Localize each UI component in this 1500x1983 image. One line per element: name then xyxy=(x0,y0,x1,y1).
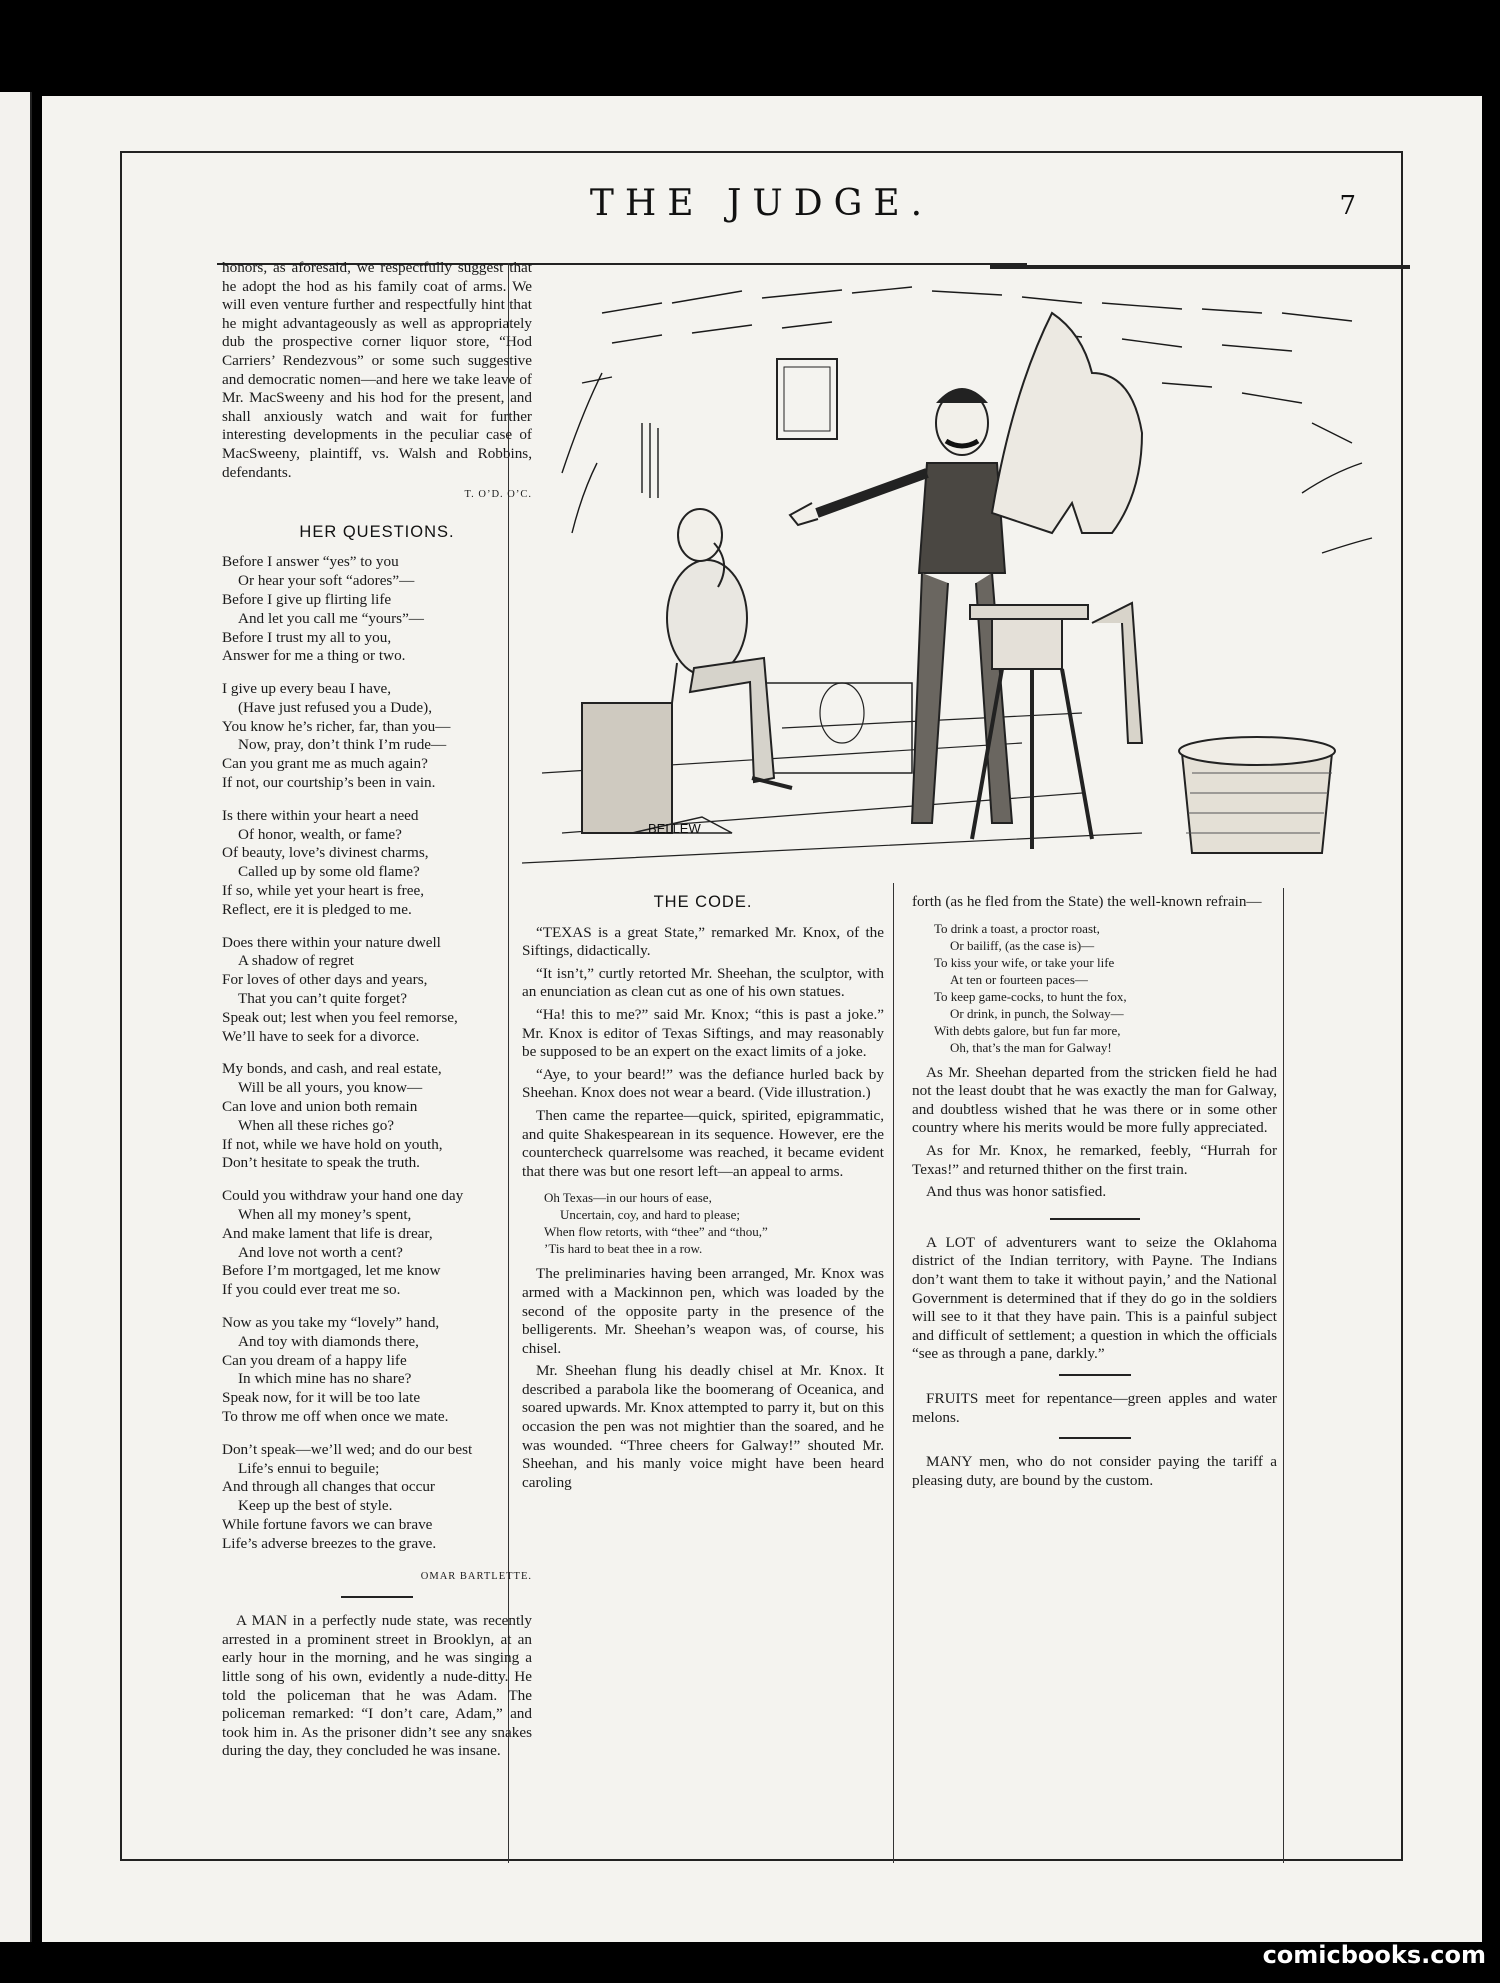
verse-line: And through all changes that occur xyxy=(222,1478,435,1496)
fruits-paragraph: FRUITS meet for repentance—green apples and water melons. xyxy=(912,1389,1277,1426)
verse-line: (Have just refused you a Dude), xyxy=(238,698,432,716)
paragraph: Mr. Sheehan flung his deadly chisel at Mr. Knox. It described a parabola like the boomerang of Oceanica, and soared upwards. Mr. Knox attempted to parry it, but on this occasion the pen was not mightier than the soared, and he was wounded. “Three cheers for Galway!” shouted Mr. Sheehan, and his manly voice might have been heard caroling xyxy=(522,1362,884,1491)
verse-line: Can you dream of a happy life xyxy=(222,1351,407,1369)
verse-line: Before I give up flirting life xyxy=(222,590,392,608)
verse-line: Before I’m mortgaged, let me know xyxy=(222,1262,441,1280)
illustration-top-rule xyxy=(990,265,1410,269)
magazine-page xyxy=(42,96,1482,1942)
intro-paragraph: honors, as aforesaid, we respectfully suggest that he adopt the hod as his family coat of arms. We will even venture further and respectfully hint that he might advantageously as well as appropriately dub the prospective corner liquor store, “Hod Carriers’ Rendezvous” or some such suggestive and democratic nomen—and here we take leave of Mr. MacSweeny and his hod for the present, and shall anxiously watch and wait for further interesting developments in the peculiar case of MacSweeny, plaintiff, vs. Walsh and Robbins, defendants. xyxy=(222,259,532,481)
verse-line: Is there within your heart a need xyxy=(222,806,419,824)
verse-line: Before I trust my all to you, xyxy=(222,628,392,646)
verse-line: ’Tis hard to beat thee in a row. xyxy=(544,1241,703,1257)
wall-frame-picture xyxy=(777,359,837,439)
verse-line: Now as you take my “lovely” hand, xyxy=(222,1314,440,1331)
page-frame xyxy=(120,151,1403,1861)
artist-signature-text: BELLEW xyxy=(648,821,701,836)
verse-line: In which mine has no share? xyxy=(238,1370,412,1388)
article-lead: forth (as he fled from the State) the well-known refrain— xyxy=(912,893,1262,910)
poem-title: HER QUESTIONS. xyxy=(299,522,455,541)
poem-stanza xyxy=(222,680,532,793)
verse-line: If not, our courtship’s been in vain. xyxy=(222,774,436,792)
verse-line: Now, pray, don’t think I’m rude— xyxy=(238,736,447,754)
verse-line: My bonds, and cash, and real estate, xyxy=(222,1060,442,1078)
seated-man-figure xyxy=(582,509,792,833)
column-divider xyxy=(1283,888,1284,1863)
verse-line: Of honor, wealth, or fame? xyxy=(238,825,402,843)
poem-stanza xyxy=(222,934,532,1047)
page-number: 7 xyxy=(1339,191,1356,221)
many-paragraph: MANY men, who do not consider paying the tariff a pleasing duty, are bound by the custom. xyxy=(912,1453,1277,1489)
verse-line: Keep up the best of style. xyxy=(238,1497,393,1515)
lot-paragraph: A LOT of adventurers want to seize the Oklahoma district of the Indian territory, with Payne. The Indians don’t want them to take it without payin,’ and the National Government is determined that if they do go in the soldiers will see to it that they have pain. This is a painful subject and difficult of settlement; a question in which the officials “see as through a pane, darkly.” xyxy=(912,1233,1277,1363)
article-title: THE CODE. xyxy=(653,893,753,911)
poem-signature: OMAR BARTLETTE. xyxy=(420,1570,532,1582)
verse-line: Of beauty, love’s divinest charms, xyxy=(222,844,429,862)
column-middle xyxy=(522,893,884,1496)
verse-line: If you could ever treat me so. xyxy=(222,1281,401,1299)
verse-line: Called up by some old flame? xyxy=(238,863,420,881)
paragraph: As for Mr. Knox, he remarked, feebly, “Hurrah for Texas!” and returned thither on the first train. xyxy=(912,1141,1277,1178)
cartoon-illustration xyxy=(522,273,1404,871)
verse-line: Or bailiff, (as the case is)— xyxy=(950,937,1095,953)
intro-signature: T. O’D. O’C. xyxy=(464,489,532,501)
verse-line: Could you withdraw your hand one day xyxy=(222,1187,464,1205)
verse-line: Answer for me a thing or two. xyxy=(222,647,406,665)
site-watermark: comicbooks.com xyxy=(1262,1941,1486,1969)
masthead-title: THE JUDGE. xyxy=(589,183,934,224)
article-paragraphs xyxy=(522,924,884,1182)
verse-line: Will be all yours, you know— xyxy=(238,1079,423,1097)
verse-line: Or hear your soft “adores”— xyxy=(238,572,415,590)
verse-line: Oh, that’s the man for Galway! xyxy=(950,1039,1112,1055)
poem-stanza xyxy=(222,1060,532,1173)
verse-line: For loves of other days and years, xyxy=(222,971,428,989)
verse-line: Oh Texas—in our hours of ease, xyxy=(544,1190,712,1206)
verse-line: Life’s adverse breezes to the grave. xyxy=(222,1534,437,1552)
verse-line: Or drink, in punch, the Solway— xyxy=(950,1005,1124,1021)
verse-line: That you can’t quite forget? xyxy=(238,990,407,1008)
poem-stanza xyxy=(222,807,532,920)
article-conclusion xyxy=(912,1064,1277,1202)
verse-line: Don’t speak—we’ll wed; and do our best xyxy=(222,1440,473,1458)
verse-line: Can you grant me as much again? xyxy=(222,755,428,773)
poem-stanza xyxy=(222,1441,532,1554)
verse-line: Uncertain, coy, and hard to please; xyxy=(560,1207,741,1223)
verse-line: Speak now, for it will be too late xyxy=(222,1389,421,1407)
poem-stanza xyxy=(222,553,532,666)
paragraph: Then came the repartee—quick, spirited, epigrammatic, and quite Shakespearean in its sequence. However, ere the countercheck quarrelsome was reached, it became evident that there was but one resort left—an appeal to arms. xyxy=(522,1106,884,1180)
verse-line: I give up every beau I have, xyxy=(222,680,392,698)
column-right xyxy=(912,893,1277,1494)
verse-line: A shadow of regret xyxy=(238,952,354,970)
verse-line: While fortune favors we can brave xyxy=(222,1515,433,1533)
verse-line: And make lament that life is drear, xyxy=(222,1224,433,1242)
article-paragraphs-continued xyxy=(522,1265,884,1492)
verse-line: If so, while yet your heart is free, xyxy=(222,882,425,900)
poem-stanza xyxy=(222,1314,532,1427)
article-verse xyxy=(544,1189,884,1257)
verse-line: We’ll have to seek for a divorce. xyxy=(222,1027,420,1045)
verse-line: And let you call me “yours”— xyxy=(238,609,424,627)
verse-line: To kiss your wife, or take your life xyxy=(934,954,1115,970)
verse-line: Speak out; lest when you feel remorse, xyxy=(222,1008,458,1026)
galway-verse xyxy=(934,920,1277,1056)
paragraph: “It isn’t,” curtly retorted Mr. Sheehan, the sculptor, with an enunciation as clean cut as one of his own statues. xyxy=(522,964,884,1001)
poem-stanzas xyxy=(222,553,532,1553)
verse-line: Can love and union both remain xyxy=(222,1098,418,1116)
paragraph: And thus was honor satisfied. xyxy=(926,1183,1107,1201)
verse-line: Before I answer “yes” to you xyxy=(222,553,399,571)
verse-line: Does there within your nature dwell xyxy=(222,933,441,951)
adjacent-page-edge xyxy=(0,92,32,1942)
verse-line: When all these riches go? xyxy=(238,1116,395,1134)
poem-stanza xyxy=(222,1187,532,1300)
paragraph: “TEXAS is a great State,” remarked Mr. Knox, of the Siftings, didactically. xyxy=(522,923,884,960)
column-left xyxy=(222,259,532,1765)
verse-line: If not, while we have hold on youth, xyxy=(222,1135,443,1153)
paragraph: “Ha! this to me?” said Mr. Knox; “this is past a joke.” Mr. Knox is editor of Texas Siftings, and may reasonably be supposed to be an expert on the exact limits of a joke. xyxy=(522,1005,884,1061)
verse-line: At ten or fourteen paces— xyxy=(950,971,1088,987)
verse-line: And love not worth a cent? xyxy=(238,1243,403,1261)
column-divider xyxy=(893,883,894,1863)
verse-line: And toy with diamonds there, xyxy=(238,1332,419,1350)
paragraph: “Aye, to your beard!” was the defiance hurled back by Sheehan. Knox does not wear a beard. (Vide illustration.) xyxy=(522,1065,884,1102)
verse-line: To keep game-cocks, to hunt the fox, xyxy=(934,988,1127,1004)
verse-line: Life’s ennui to beguile; xyxy=(238,1459,380,1477)
paragraph: As Mr. Sheehan departed from the stricken field he had not the least doubt that he was exactly the man for Galway, and doubtless wished that he was there or in some other country where his merits would be more fully appreciated. xyxy=(912,1063,1277,1137)
verse-line: When flow retorts, with “thee” and “thou,” xyxy=(544,1224,768,1240)
paragraph: The preliminaries having been arranged, Mr. Knox was armed with a Mackinnon pen, which was loaded by the second of the opposite party in the presence of the belligerents. Mr. Sheehan’s weapon was, of course, his chisel. xyxy=(522,1265,884,1357)
section-separator xyxy=(341,1596,413,1598)
man-paragraph: A MAN in a perfectly nude state, was recently arrested in a prominent street in Brooklyn, at an early hour in the morning, and he was singing a little song of his own, evidently a nude-ditty. He told the policeman that he was Adam. The policeman remarked: “I don’t care, Adam,” and took him in. As the prisoner didn’t see any snakes during the day, they concluded he was insane. xyxy=(222,1612,532,1760)
verse-line: You know he’s richer, far, than you— xyxy=(222,717,451,735)
section-separator xyxy=(1059,1374,1131,1376)
section-separator xyxy=(1059,1437,1131,1439)
verse-line: To throw me off when once we mate. xyxy=(222,1407,449,1425)
verse-line: Don’t hesitate to speak the truth. xyxy=(222,1154,420,1172)
verse-line: To drink a toast, a proctor roast, xyxy=(934,920,1100,936)
section-separator xyxy=(1050,1218,1140,1220)
verse-line: When all my money’s spent, xyxy=(238,1206,412,1224)
verse-line: Reflect, ere it is pledged to me. xyxy=(222,900,412,918)
verse-line: With debts galore, but fun far more, xyxy=(934,1022,1121,1038)
clay-tub xyxy=(1179,737,1335,853)
